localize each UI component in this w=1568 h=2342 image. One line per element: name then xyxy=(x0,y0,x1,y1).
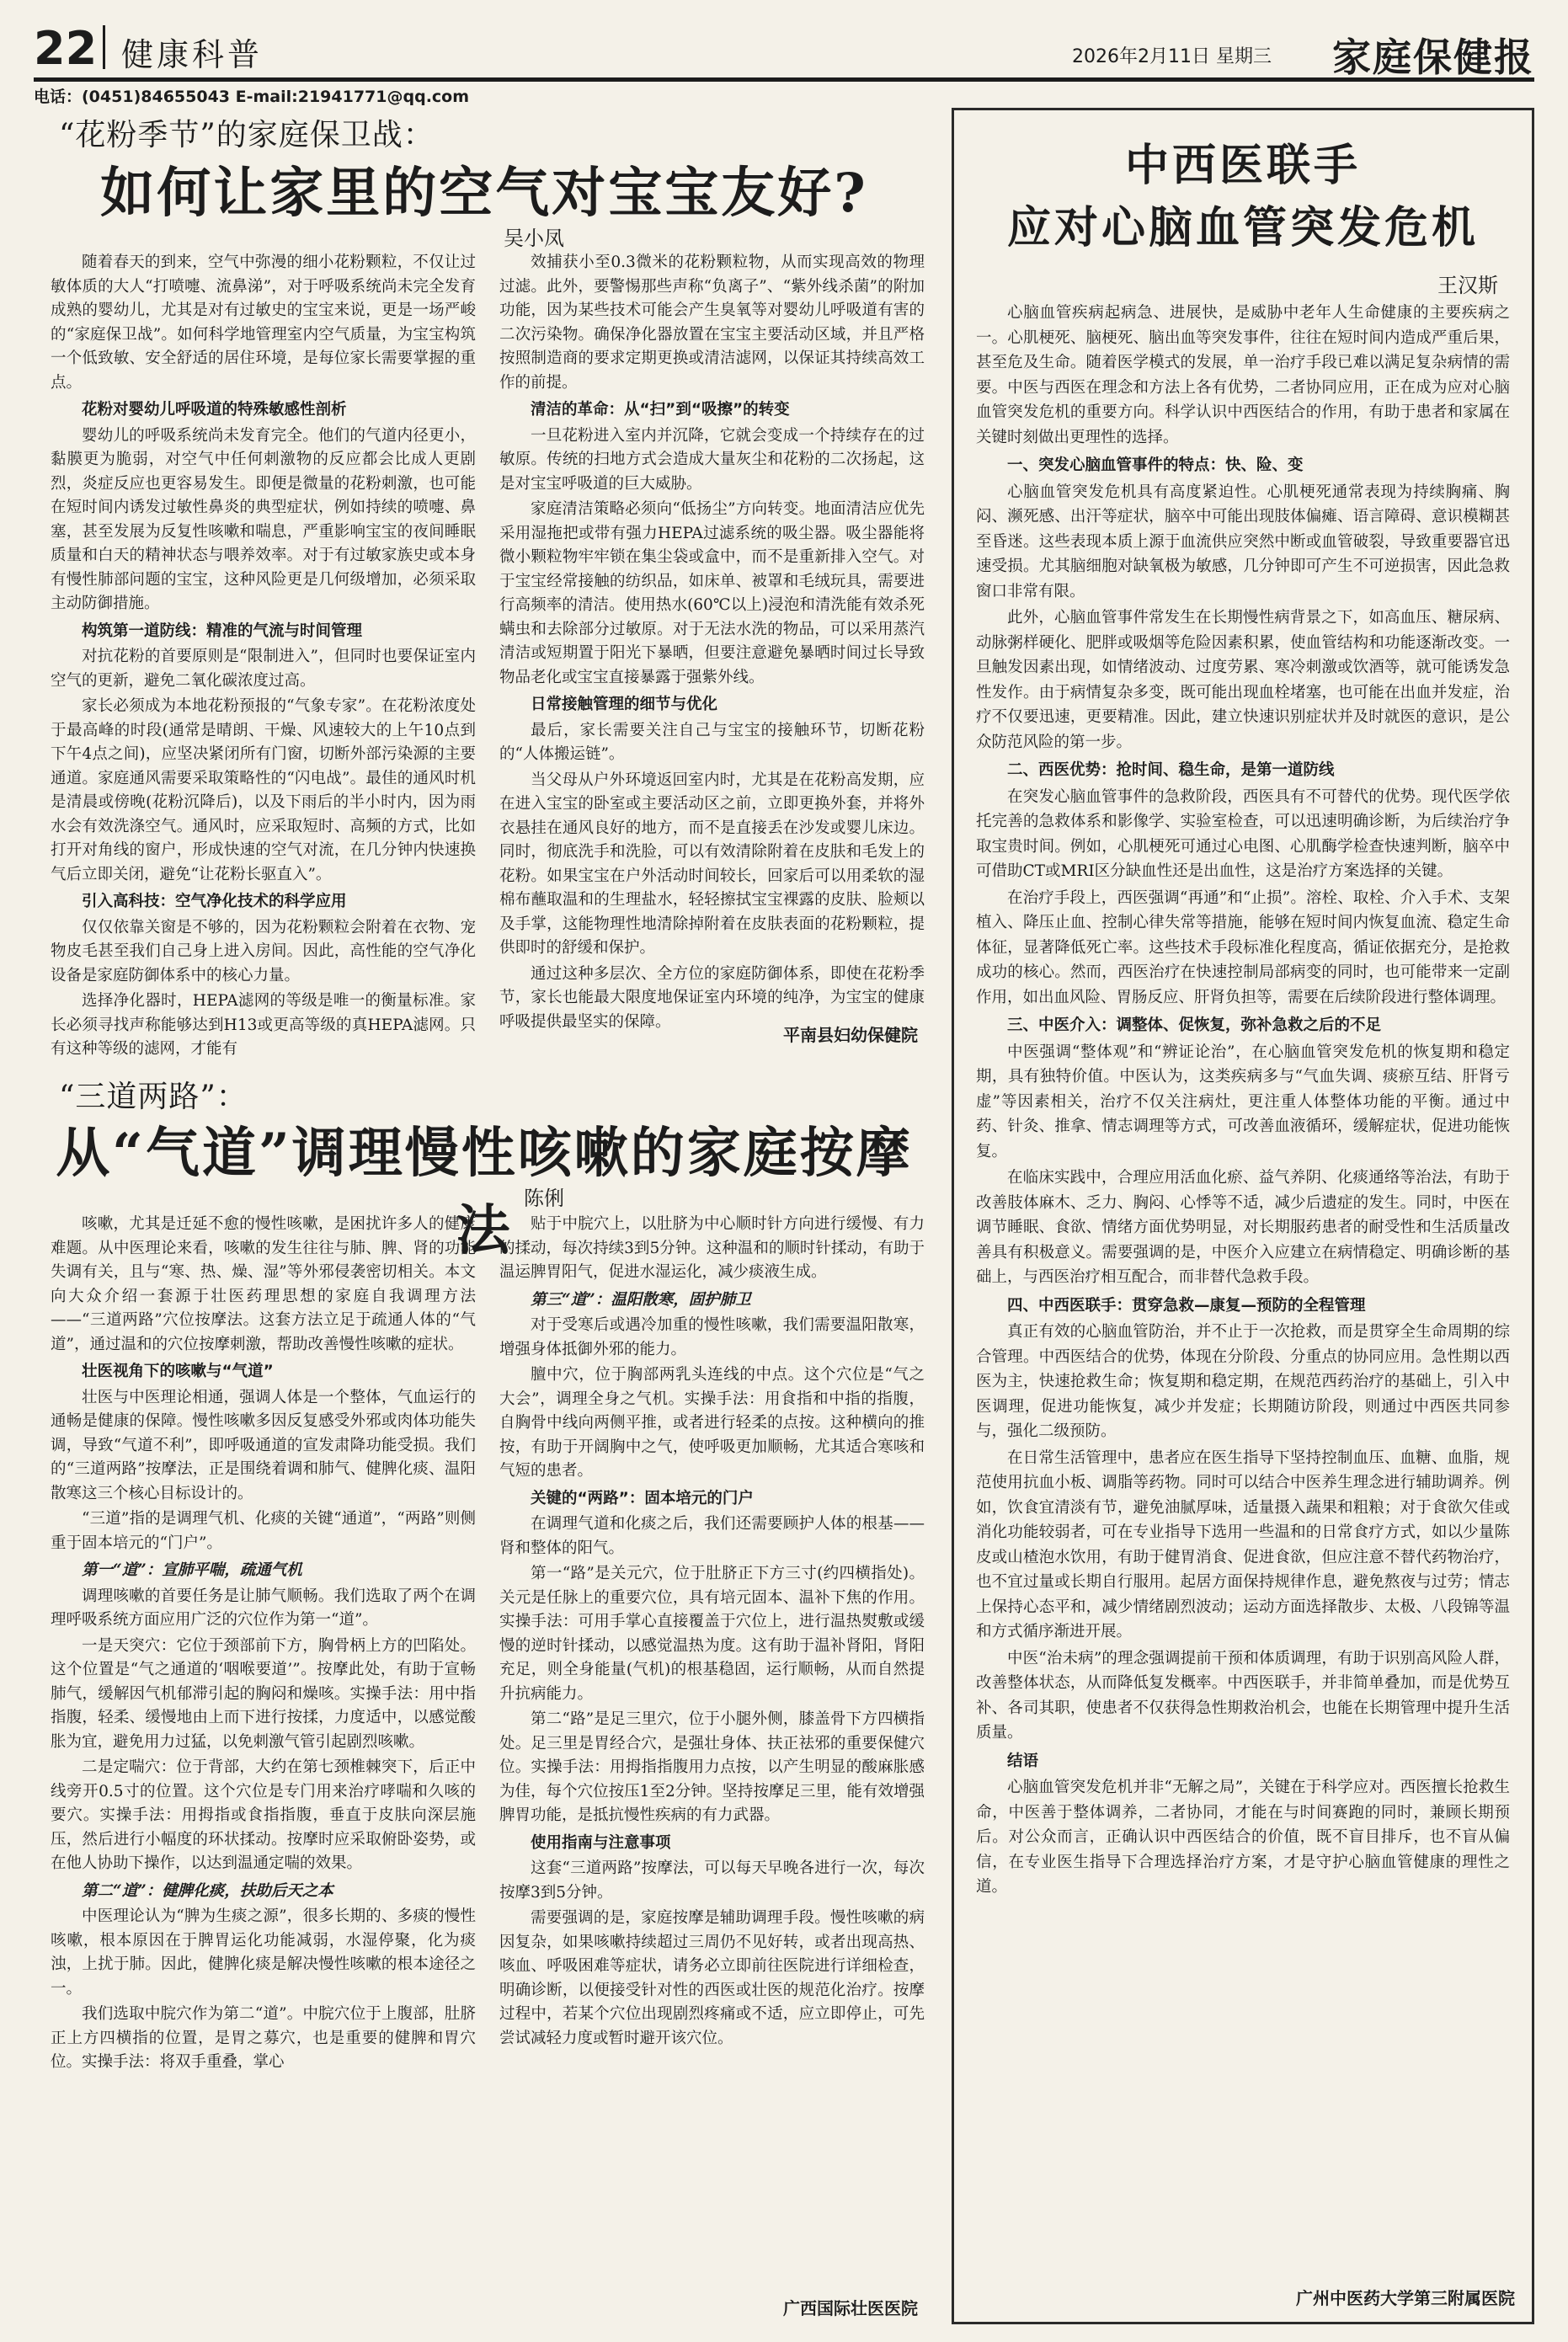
article-kicker: “花粉季节”的家庭保卫战： xyxy=(59,118,435,152)
article-title-line2: 应对心脑血管突发危机 xyxy=(1006,202,1479,253)
article-body xyxy=(976,301,1510,2263)
paragraph: 中医强调“整体观”和“辨证论治”，在心脑血管突发危机的恢复期和稳定期，具有独特价值。中医认为，这类疾病多与“气血失调、痰瘀互结、肝肾亏虚”等因素相关，治疗不仅关注病灶，更注重人体整体功能的平衡。通过中药、针灸、推拿、情志调理等方式，可改善血液循环，缓解症状，促进功能恢复。 xyxy=(976,1043,1510,1160)
article-kicker: “三道两路”： xyxy=(59,1080,248,1114)
article-source: 平南县妇幼保健院 xyxy=(783,1025,918,1045)
subheading: 第三“道”：温阳散寒，固护肺卫 xyxy=(531,1290,751,1309)
paragraph: 需要强调的是，家庭按摩是辅助调理手段。慢性咳嗽的病因复杂，如果咳嗽持续超过三周仍不见好转，或者出现高热、咳血、呼吸困难等症状，请务必立即前往医院进行详细检查，明确诊断，以便接受针对性的西医或壮医的规范化治疗。按摩过程中，若某个穴位出现剧烈疼痛或不适，应立即停止，可先尝试减轻力度或暂时避开该穴位。 xyxy=(499,1909,925,2047)
subheading: 使用指南与注意事项 xyxy=(531,1833,671,1852)
article-cardio xyxy=(952,108,1534,2324)
paragraph: 贴于中脘穴上，以肚脐为中心顺时针方向进行缓慢、有力的揉动，每次持续3到5分钟。这种温和的顺时针揉动，有助于温运脾胃阳气，促进水湿运化，减少痰液生成。 xyxy=(499,1215,925,1281)
article-cough-massage xyxy=(34,1070,935,2324)
paragraph: 通过这种多层次、全方位的家庭防御体系，即使在花粉季节，家长也能最大限度地保证室内环境的纯净，为宝宝的健康呼吸提供最坚实的保障。 xyxy=(499,964,925,1031)
masthead xyxy=(34,19,1534,82)
paragraph: 仅仅依靠关窗是不够的，因为花粉颗粒会附着在衣物、宠物皮毛甚至我们自己身上进入房间。因此，高性能的空气净化设备是家庭防御体系中的核心力量。 xyxy=(51,918,476,984)
subheading: 构筑第一道防线：精准的气流与时间管理 xyxy=(82,622,363,640)
paragraph: 在日常生活管理中，患者应在医生指导下坚持控制血压、血糖、血脂，规范使用抗血小板、调脂等药物。同时可以结合中医养生理念进行辅助调养。例如，饮食宜清淡有节，避免油腻厚味，适量摄入蔬果和粗粮；对于食欲欠佳或消化功能较弱者，可在专业指导下选用一些温和的日常食疗方式，如以少量陈皮或山楂泡水饮用，有助于健胃消食、促进食欲，但应注意不替代药物治疗，也不宜过量或长期自行服用。起居方面保持规律作息，避免熬夜与过劳；情志上保持心态平和，减少情绪剧烈波动；运动方面选择散步、太极、八段锦等温和方式循序渐进开展。 xyxy=(976,1448,1510,1640)
paragraph: 最后，家长需要关注自己与宝宝的接触环节，切断花粉的“人体搬运链”。 xyxy=(499,721,925,763)
subheading: 引入高科技：空气净化技术的科学应用 xyxy=(82,893,347,910)
subheading: 二、西医优势：抢时间、稳生命，是第一道防线 xyxy=(1007,761,1335,779)
subheading: 结语 xyxy=(1007,1752,1039,1770)
article-column xyxy=(499,251,925,1031)
article-author: 王汉斯 xyxy=(1437,274,1498,297)
paragraph: 一是天突穴：它位于颈部前下方，胸骨柄上方的凹陷处。这个位置是“气之通道的‘咽喉要道’”。按摩此处，有助于宣畅肺气，缓解因气机郁滞引起的胸闷和燥咳。实操手法：用中指指腹，轻柔、缓慢地由上而下进行按揉，力度适中，以感觉酸胀为宜，避免用力过猛，以免刺激气管引起剧烈咳嗽。 xyxy=(51,1636,476,1751)
paragraph: 心脑血管疾病起病急、进展快，是威胁中老年人生命健康的主要疾病之一。心肌梗死、脑梗死、脑出血等突发事件，往往在短时间内造成严重后果，甚至危及生命。随着医学模式的发展，单一治疗手段已难以满足复杂病情的需要。中医与西医在理念和方法上各有优势，二者协同应用，正在成为应对心脑血管突发危机的重要方向。科学认识中西医结合的作用，有助于患者和家属在关键时刻做出更理性的选择。 xyxy=(976,304,1510,446)
subheading: 关键的“两路”：固本培元的门户 xyxy=(531,1489,754,1507)
contact-line: 电话：(0451)84655043 E-mail:21941771@qq.com xyxy=(34,88,470,106)
issue-date: 2026年2月11日 星期三 xyxy=(1072,46,1272,67)
article-column xyxy=(51,251,476,1058)
subheading: 第一“道”：宣肺平喘，疏通气机 xyxy=(82,1561,302,1579)
paragraph: 家庭清洁策略必须向“低扬尘”方向转变。地面清洁应优先采用湿拖把或带有强力HEPA过滤系统的吸尘器。吸尘器能将微小颗粒物牢牢锁在集尘袋或盒中，而不是重新排入空气。对于宝宝经常接触的纺织品，如床单、被罩和毛绒玩具，需要进行高频率的清洁。使用热水(60℃以上)浸泡和清洗能有效杀死螨虫和去除部分过敏原。对于无法水洗的物品，可以采用蒸汽清洁或短期置于阳光下暴晒，但要注意避免暴晒时间过长导致物品老化或宝宝直接暴露于强紫外线。 xyxy=(499,500,925,686)
paper-name: 家庭保健报 xyxy=(1332,35,1534,80)
paragraph: 对抗花粉的首要原则是“限制进入”，但同时也要保证室内空气的更新，避免二氧化碳浓度过高。 xyxy=(51,648,476,690)
subheading: 花粉对婴幼儿呼吸道的特殊敏感性剖析 xyxy=(82,401,347,419)
paragraph: 我们选取中脘穴作为第二“道”。中脘穴位于上腹部，肚脐正上方四横指的位置，是胃之募穴，也是重要的健脾和胃穴位。实操手法：将双手重叠，掌心 xyxy=(51,2005,476,2071)
paragraph: 家长必须成为本地花粉预报的“气象专家”。在花粉浓度处于最高峰的时段(通常是晴朗、干燥、风速较大的上午10点到下午4点之间)，应坚决紧闭所有门窗，切断外部污染源的主要通道。家庭通风需要采取策略性的“闪电战”。最佳的通风时机是清晨或傍晚(花粉沉降后)，以及下雨后的半小时内，因为雨水会有效洗涤空气。通风时，应采取短时、高频的方式，比如打开对角线的窗户，形成快速的空气对流，在几分钟内快速换气后立即关闭，避免“让花粉长驱直入”。 xyxy=(51,697,476,883)
paragraph: 膻中穴，位于胸部两乳头连线的中点。这个穴位是“气之大会”，调理全身之气机。实操手法：用食指和中指的指腹，自胸骨中线向两侧平推，或者进行轻柔的点按。这种横向的推按，有助于开阔胸中之气，使呼吸更加顺畅，尤其适合寒咳和气短的患者。 xyxy=(499,1366,925,1480)
subheading: 清洁的革命：从“扫”到“吸擦”的转变 xyxy=(531,401,790,419)
paragraph: 壮医与中医理论相通，强调人体是一个整体，气血运行的通畅是健康的保障。慢性咳嗽多因反复感受外邪或肉体功能失调，导致“气道不利”，即呼吸通道的宣发肃降功能受损。我们的“三道两路”按摩法，正是围绕着调和肺气、健脾化痰、温阳散寒这三个核心目标设计的。 xyxy=(51,1388,476,1502)
paragraph: 婴幼儿的呼吸系统尚未发育完全。他们的气道内径更小，黏膜更为脆弱，对空气中任何刺激物的反应都会比成人更剧烈，炎症反应也更容易发生。即便是微量的花粉刺激，也可能在短时间内诱发过敏性鼻炎的典型症状，例如持续的喷嚏、鼻塞，甚至发展为反复性咳嗽和喘息，严重影响宝宝的夜间睡眠质量和白天的精神状态与喂养效率。对于有过敏家族史或本身有慢性肺部问题的宝宝，这种风险更是几何级增加，必须采取主动防御措施。 xyxy=(51,426,476,612)
paragraph: 对于受寒后或遇冷加重的慢性咳嗽，我们需要温阳散寒，增强身体抵御外邪的能力。 xyxy=(499,1316,925,1358)
paragraph: 中医理论认为“脾为生痰之源”，很多长期的、多痰的慢性咳嗽，根本原因在于脾胃运化功能减弱，水湿停聚，化为痰浊，上扰于肺。因此，健脾化痰是解决慢性咳嗽的根本途径之一。 xyxy=(51,1907,476,1998)
paragraph: 此外，心脑血管事件常发生在长期慢性病背景之下，如高血压、糖尿病、动脉粥样硬化、肥胖或吸烟等危险因素积累，使血管结构和功能逐渐改变。一旦触发因素出现，如情绪波动、过度劳累、寒冷刺激或饮酒等，就可能诱发急性发作。由于病情复杂多变，既可能出现血栓堵塞，也可能在出血并发症，治疗不仅要迅速，更要精准。因此，建立快速识别症状并及时就医的意识，是公众防范风险的第一步。 xyxy=(976,609,1510,751)
article-source: 广西国际壮医医院 xyxy=(783,2298,918,2318)
page-number: 22 xyxy=(34,22,98,75)
paragraph: 中医“治未病”的理念强调提前干预和体质调理，有助于识别高风险人群，改善整体状态，从而降低复发概率。中西医联手，并非简单叠加，而是优势互补、各司其职，使患者不仅获得急性期救治机会，也能在长期管理中提升生活质量。 xyxy=(976,1649,1510,1742)
paragraph: 在临床实践中，合理应用活血化瘀、益气养阴、化痰通络等治法，有助于改善肢体麻木、乏力、胸闷、心悸等不适，减少后遗症的发生。同时，中医在调节睡眠、食欲、情绪方面优势明显，对长期服药患者的耐受性和生活质量改善具有积极意义。需要强调的是，中医介入应建立在病情稳定、明确诊断的基础上，与西医治疗相互配合，而非替代急救手段。 xyxy=(976,1169,1510,1286)
paragraph: 效捕获小至0.3微米的花粉颗粒物，从而实现高效的物理过滤。此外，要警惕那些声称“负离子”、“紫外线杀菌”的附加功能，因为某些技术可能会产生臭氧等对婴幼儿呼吸道有害的二次污染物。确保净化器放置在宝宝主要活动区域，并且严格按照制造商的要求定期更换或清洁滤网，以保证其持续高效工作的前提。 xyxy=(499,253,925,392)
paragraph: 在调理气道和化痰之后，我们还需要顾护人体的根基——肾和整体的阳气。 xyxy=(499,1515,925,1557)
paragraph: 调理咳嗽的首要任务是让肺气顺畅。我们选取了两个在调理呼吸系统方面应用广泛的穴位作为第一“道”。 xyxy=(51,1587,476,1629)
article-title: 如何让家里的空气对宝宝友好? xyxy=(100,162,868,225)
article-title: 从“气道”调理慢性咳嗽的家庭按摩法 xyxy=(56,1122,913,1262)
paragraph: 二是定喘穴：位于背部，大约在第七颈椎棘突下，后正中线旁开0.5寸的位置。这个穴位是专门用来治疗哮喘和久咳的要穴。实操手法：用拇指或食指指腹，垂直于皮肤向深层施压，然后进行小幅度的环状揉动。按摩时应采取俯卧姿势，或在他人协助下操作，以达到温通定喘的效果。 xyxy=(51,1758,476,1872)
paragraph: 一旦花粉进入室内并沉降，它就会变成一个持续存在的过敏原。传统的扫地方式会造成大量灰尘和花粉的二次扬起，这是对宝宝呼吸道的巨大威胁。 xyxy=(499,426,925,493)
article-column xyxy=(499,1213,925,2282)
masthead-divider xyxy=(103,25,105,69)
paragraph: 这套“三道两路”按摩法，可以每天早晚各进行一次，每次按摩3到5分钟。 xyxy=(499,1859,925,1902)
article-author: 陈俐 xyxy=(524,1187,564,1210)
subheading: 三、中医介入：调整体、促恢复，弥补急救之后的不足 xyxy=(1007,1016,1382,1034)
article-body xyxy=(34,1213,935,2282)
paragraph: 真正有效的心脑血管防治，并不止于一次抢救，而是贯穿全生命周期的综合管理。中西医结合的优势，体现在分阶段、分重点的协同应用。急性期以西医为主，快速抢救生命；恢复期和稳定期，在规范西药治疗的基础上，引入中医调理，促进功能恢复，减少并发症；长期随访阶段，则通过中西医共同参与，强化二级预防。 xyxy=(976,1323,1510,1440)
paragraph: 咳嗽，尤其是迁延不愈的慢性咳嗽，是困扰许多人的健康难题。从中医理论来看，咳嗽的发生往往与肺、脾、肾的功能失调有关，且与“寒、热、燥、湿”等外邪侵袭密切相关。本文向大众介绍一套源于壮医药理思想的家庭自我调理方法——“三道两路”穴位按摩法。这套方法立足于疏通人体的“气道”，通过温和的穴位按摩刺激，帮助改善慢性咳嗽的症状。 xyxy=(51,1215,476,1353)
paragraph: 随着春天的到来，空气中弥漫的细小花粉颗粒，不仅让过敏体质的大人“打喷嚏、流鼻涕”，对于呼吸系统尚未完全发育成熟的婴幼儿，尤其是对有过敏史的宝宝来说，更是一场严峻的“家庭保卫战”。如何科学地管理室内空气质量，为宝宝构筑一个低致敏、安全舒适的居住环境，是每位家长需要掌握的重点。 xyxy=(51,253,476,392)
section-title: 健康科普 xyxy=(121,36,264,73)
paragraph: 当父母从户外环境返回室内时，尤其是在花粉高发期，应在进入宝宝的卧室或主要活动区之前，立即更换外套，并将外衣悬挂在通风良好的地方，而不是直接丢在沙发或婴儿床边。同时，彻底洗手和洗脸，可以有效清除附着在皮肤和毛发上的花粉。如果宝宝在户外活动时间较长，回家后可以用柔软的湿棉布蘸取温和的生理盐水，轻轻擦拭宝宝裸露的皮肤、脸颊以及手掌，这能物理性地清除掉附着在皮肤表面的花粉颗粒，提供即时的舒缓和保护。 xyxy=(499,771,925,957)
paragraph: “三道”指的是调理气机、化痰的关键“通道”，“两路”则侧重于固本培元的“门户”。 xyxy=(51,1510,476,1552)
paragraph: 第二“路”是足三里穴，位于小腿外侧，膝盖骨下方四横指处。足三里是胃经合穴，是强壮身体、扶正祛邪的重要保健穴位。实操手法：用拇指指腹用力点按，以产生明显的酸麻胀感为佳，每个穴位按压1至2分钟。坚持按摩足三里，能有效增强脾胃功能，是抵抗慢性疾病的有力武器。 xyxy=(499,1710,925,1824)
subheading: 第二“道”：健脾化痰，扶助后天之本 xyxy=(82,1881,333,1900)
article-pollen xyxy=(34,108,935,1059)
article-column xyxy=(51,1213,476,2282)
article-author: 吴小凤 xyxy=(504,227,564,250)
paragraph: 第一“路”是关元穴，位于肚脐正下方三寸(约四横指处)。关元是任脉上的重要穴位，具有培元固本、温补下焦的作用。实操手法：可用手掌心直接覆盖于穴位上，进行温热熨敷或缓慢的逆时针揉动，以感觉温热为度。这有助于温补肾阳，肾阳充足，则全身能量(气机)的根基稳固，运行顺畅，从而自然提升抗病能力。 xyxy=(499,1565,925,1703)
paragraph: 心脑血管突发危机并非“无解之局”，关键在于科学应对。西医擅长抢救生命，中医善于整体调养，二者协同，才能在与时间赛跑的同时，兼顾长期预后。对公众而言，正确认识中西医结合的价值，既不盲目排斥，也不盲从偏信，在专业医生指导下合理选择治疗方案，才是守护心脑血管健康的理性之道。 xyxy=(976,1779,1510,1896)
subheading: 一、突发心脑血管事件的特点：快、险、变 xyxy=(1007,456,1304,474)
paragraph: 在突发心脑血管事件的急救阶段，西医具有不可替代的优势。现代医学依托完善的急救体系和影像学、实验室检查，可以迅速明确诊断，为后续治疗争取宝贵时间。例如，心肌梗死可通过心电图、心肌酶学检查快速判断，脑卒中可借助CT或MRI区分缺血性还是出血性，这是治疗方案选择的关键。 xyxy=(976,787,1510,880)
article-title-line1: 中西医联手 xyxy=(1124,140,1361,191)
paragraph: 在治疗手段上，西医强调“再通”和“止损”。溶栓、取栓、介入手术、支架植入、降压止血、控制心律失常等措施，能够在短时间内恢复血流、稳定生命体征，显著降低死亡率。这些技术手段标准化程度高，循证依据充分，是抢救成功的核心。然而，西医治疗在快速控制局部病变的同时，也可能带来一定副作用，如出血风险、胃肠反应、肝肾负担等，需要在后续阶段进行整体调理。 xyxy=(976,888,1510,1006)
article-source: 广州中医药大学第三附属医院 xyxy=(1296,2288,1515,2308)
paragraph: 心脑血管突发危机具有高度紧迫性。心肌梗死通常表现为持续胸痛、胸闷、濒死感、出汗等症状，脑卒中可能出现肢体偏瘫、语言障碍、意识模糊甚至昏迷。这些表现本质上源于血流供应突然中断或血管破裂，导致重要器官迅速受损。尤其脑细胞对缺氧极为敏感，几分钟即可产生不可逆损害，因此急救窗口非常有限。 xyxy=(976,483,1510,600)
subheading: 四、中西医联手：贯穿急救—康复—预防的全程管理 xyxy=(1007,1296,1366,1315)
paragraph: 选择净化器时，HEPA滤网的等级是唯一的衡量标准。家长必须寻找声称能够达到H13或更高等级的真HEPA滤网。只有这种等级的滤网，才能有 xyxy=(51,992,476,1058)
subheading: 日常接触管理的细节与优化 xyxy=(531,696,718,713)
subheading: 壮医视角下的咳嗽与“气道” xyxy=(82,1363,274,1380)
